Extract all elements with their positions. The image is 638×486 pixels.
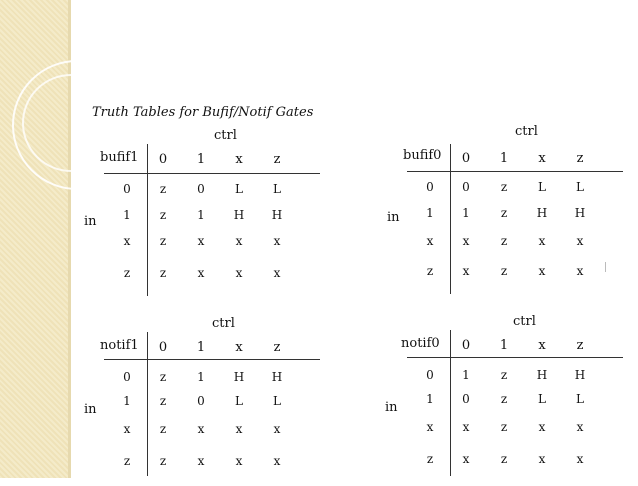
table-cell: 1 bbox=[197, 208, 205, 222]
header-cell: z bbox=[273, 152, 281, 167]
table-cell: L bbox=[538, 180, 546, 194]
row-label: 0 bbox=[426, 368, 434, 382]
table-cell: z bbox=[159, 370, 167, 384]
table-cell: 0 bbox=[462, 392, 470, 406]
row-label: x bbox=[123, 234, 131, 248]
table-cell: x bbox=[576, 452, 584, 466]
table-cell: z bbox=[159, 422, 167, 436]
table-cell: L bbox=[235, 394, 243, 408]
horizontal-divider bbox=[407, 171, 623, 172]
row-label: 0 bbox=[123, 370, 131, 384]
row-label: x bbox=[426, 420, 434, 434]
header-cell: z bbox=[576, 338, 584, 353]
truth-table-notif0 bbox=[385, 314, 635, 484]
table-cell: 0 bbox=[462, 180, 470, 194]
table-cell: H bbox=[271, 208, 283, 222]
gate-name: notif1 bbox=[100, 338, 139, 353]
table-cell: x bbox=[538, 420, 546, 434]
table-cell: H bbox=[233, 208, 245, 222]
table-cell: x bbox=[538, 452, 546, 466]
table-cell: H bbox=[574, 206, 586, 220]
truth-table-bufif1 bbox=[82, 128, 332, 298]
table-cell: z bbox=[159, 266, 167, 280]
gate-name: bufif1 bbox=[100, 150, 139, 165]
table-cell: x bbox=[197, 454, 205, 468]
table-cell: z bbox=[159, 454, 167, 468]
row-label: z bbox=[426, 264, 434, 278]
table-cell: L bbox=[576, 180, 584, 194]
table-cell: 0 bbox=[197, 182, 205, 196]
table-cell: L bbox=[273, 182, 281, 196]
row-label: z bbox=[123, 454, 131, 468]
row-label: 1 bbox=[123, 394, 131, 408]
header-cell: 1 bbox=[196, 152, 206, 167]
horizontal-divider bbox=[407, 357, 623, 358]
row-label: 1 bbox=[426, 392, 434, 406]
row-label: z bbox=[123, 266, 131, 280]
ctrl-label: ctrl bbox=[513, 314, 536, 329]
table-cell: x bbox=[273, 454, 281, 468]
row-label: 1 bbox=[123, 208, 131, 222]
in-label: in bbox=[385, 400, 398, 415]
header-cell: 1 bbox=[499, 338, 509, 353]
table-cell: z bbox=[500, 392, 508, 406]
table-cell: x bbox=[576, 264, 584, 278]
header-cell: x bbox=[235, 340, 243, 355]
table-cell: L bbox=[538, 392, 546, 406]
horizontal-divider bbox=[104, 173, 320, 174]
table-cell: x bbox=[462, 452, 470, 466]
table-cell: H bbox=[271, 370, 283, 384]
table-cell: z bbox=[500, 368, 508, 382]
header-cell: 0 bbox=[461, 151, 471, 166]
table-cell: x bbox=[197, 422, 205, 436]
table-cell: x bbox=[576, 420, 584, 434]
table-cell: x bbox=[235, 266, 243, 280]
table-cell: H bbox=[536, 368, 548, 382]
table-cell: z bbox=[500, 206, 508, 220]
table-cell: x bbox=[462, 264, 470, 278]
in-label: in bbox=[84, 214, 97, 229]
ctrl-label: ctrl bbox=[515, 124, 538, 139]
table-cell: x bbox=[273, 234, 281, 248]
table-cell: L bbox=[273, 394, 281, 408]
header-cell: 0 bbox=[158, 152, 168, 167]
table-cell: x bbox=[197, 234, 205, 248]
in-label: in bbox=[84, 402, 97, 417]
table-cell: H bbox=[536, 206, 548, 220]
table-cell: L bbox=[576, 392, 584, 406]
header-cell: x bbox=[538, 338, 546, 353]
in-label: in bbox=[387, 210, 400, 225]
row-label: z bbox=[426, 452, 434, 466]
row-label: 0 bbox=[426, 180, 434, 194]
table-cell: 0 bbox=[197, 394, 205, 408]
table-cell: z bbox=[500, 234, 508, 248]
table-cell: z bbox=[159, 182, 167, 196]
row-label: x bbox=[426, 234, 434, 248]
header-cell: 0 bbox=[158, 340, 168, 355]
header-cell: 1 bbox=[499, 151, 509, 166]
header-cell: z bbox=[273, 340, 281, 355]
header-cell: z bbox=[576, 151, 584, 166]
table-cell: x bbox=[273, 422, 281, 436]
table-cell: z bbox=[159, 394, 167, 408]
table-cell: x bbox=[197, 266, 205, 280]
ctrl-label: ctrl bbox=[212, 316, 235, 331]
table-cell: x bbox=[538, 264, 546, 278]
table-cell: 1 bbox=[462, 206, 470, 220]
row-label: 0 bbox=[123, 182, 131, 196]
truth-table-notif1 bbox=[82, 316, 332, 486]
table-cell: L bbox=[235, 182, 243, 196]
header-cell: x bbox=[538, 151, 546, 166]
table-cell: z bbox=[159, 234, 167, 248]
table-cell: 1 bbox=[462, 368, 470, 382]
row-label: x bbox=[123, 422, 131, 436]
ctrl-label: ctrl bbox=[214, 128, 237, 143]
table-cell: 1 bbox=[197, 370, 205, 384]
table-cell: x bbox=[576, 234, 584, 248]
table-cell: H bbox=[233, 370, 245, 384]
row-label: 1 bbox=[426, 206, 434, 220]
table-cell: z bbox=[159, 208, 167, 222]
header-cell: 1 bbox=[196, 340, 206, 355]
table-cell: H bbox=[574, 368, 586, 382]
table-cell: z bbox=[500, 452, 508, 466]
table-cell: z bbox=[500, 264, 508, 278]
horizontal-divider bbox=[104, 359, 320, 360]
table-cell: x bbox=[235, 422, 243, 436]
table-cell: x bbox=[462, 234, 470, 248]
table-cell: x bbox=[235, 234, 243, 248]
table-cell: x bbox=[235, 454, 243, 468]
header-cell: x bbox=[235, 152, 243, 167]
table-cell: z bbox=[500, 180, 508, 194]
truth-table-bufif0 bbox=[385, 124, 635, 294]
table-cell: x bbox=[273, 266, 281, 280]
header-cell: 0 bbox=[461, 338, 471, 353]
gate-name: notif0 bbox=[401, 336, 440, 351]
edge-mark bbox=[605, 262, 606, 272]
table-cell: x bbox=[462, 420, 470, 434]
table-cell: z bbox=[500, 420, 508, 434]
table-cell: x bbox=[538, 234, 546, 248]
page-title: Truth Tables for Bufif/Notif Gates bbox=[92, 105, 314, 120]
gate-name: bufif0 bbox=[403, 148, 442, 163]
